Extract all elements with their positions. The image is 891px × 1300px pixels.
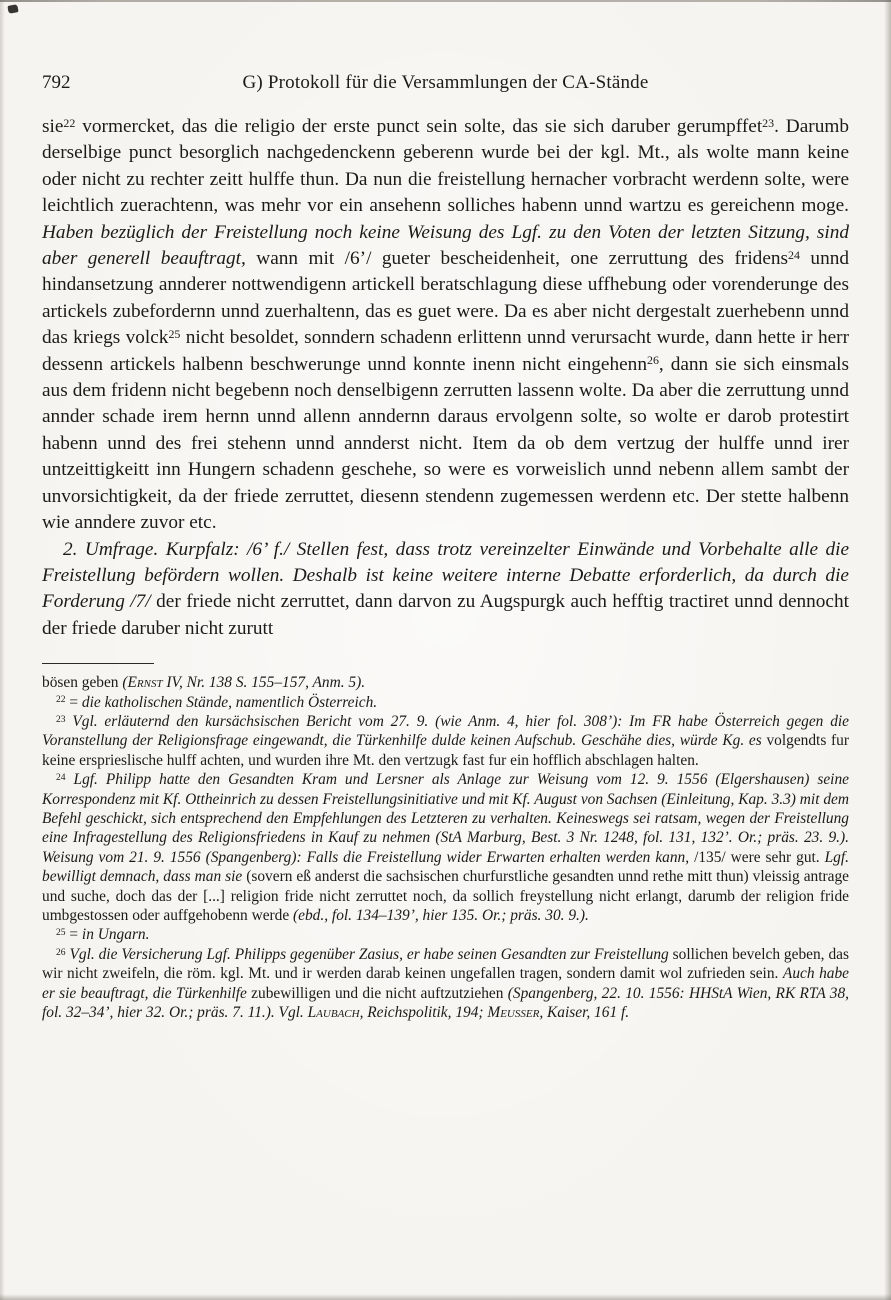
footnote-22: $^{22}$ = die katholischen Stände, namentlich Österreich. (56, 693, 378, 711)
scan-edge-top (0, 0, 891, 2)
main-paragraph-2: 2. Umfrage. Kurpfalz: /6’ f./ Stellen fest, dass trotz vereinzelter Einwände und Vorbehalte alle die Freistellung befördern wollen. Deshalb ist keine weitere interne Debatte erforderlich, da durch die Forderung /7/ der friede nicht zerruttet, dann darvon zu Augspurgk auch hefftig tractiret unnd dennocht der friede daruber nicht zurutt (42, 538, 849, 639)
footnote-23: $^{23}$ Vgl. erläuternd den kursächsischen Bericht vom 27. 9. (wie Anm. 4, hier fol. 308’): Im FR habe Österreich gegen die Voranstellung der Religionsfrage eingewandt, die Türkenhilfe dulde keinen Aufschub. Geschähe dies, würde Kg. es volgendts fur keine ersprieslische hulff achten, und wurden ihre Mt. den vertzugk fast fur ein hofflich abschlagen halten. (42, 712, 849, 769)
page-header (42, 72, 849, 98)
footnote-26: $^{26}$ Vgl. die Versicherung Lgf. Philipps gegenüber Zasius, er habe seinen Gesandten zur Freistellung sollichen bevelch geben, das wir nicht zweifeln, die röm. kgl. Mt. und ir werden darab keinen ungefallen tragen, sondern damit wol zufrieden sein. Auch habe er sie beauftragt, die Türkenhilfe zubewilligen und die nicht auftzutziehen (Spangenberg, 22. 10. 1556: HHStA Wien, RK RTA 38, fol. 32–34’, hier 32. Or.; präs. 7. 11.). Vgl. Laubach, Reichspolitik, 194; Meusser, Kaiser, 161 f. (42, 945, 849, 1022)
footnote-25: $^{25}$ = in Ungarn. (56, 926, 150, 944)
footnotes-section (42, 673, 849, 1022)
scan-edge-bottom (0, 1294, 891, 1300)
footnote-21-continuation: bösen geben (Ernst IV, Nr. 138 S. 155–157, Anm. 5). (42, 674, 366, 692)
scan-edge-left (0, 0, 5, 1300)
footnote-24: $^{24}$ Lgf. Philipp hatte den Gesandten Kram und Lersner als Anlage zur Weisung vom 12. 9. 1556 (Elgershausen) seine Korrespondenz mit Kf. Ottheinrich zu dessen Freistellungsinitiative und mit Kf. August von Sachsen (Einleitung, Kap. 3.3) mit dem Befehl geschickt, sich entsprechend den Empfehlungen des Letzteren zu verhalten. Keineswegs sei ratsam, wegen der Freistellung eine Infragestellung des Religionsfriedens in Kauf zu nehmen (StA Marburg, Best. 3 Nr. 1248, fol. 131, 132’. Or.; präs. 23. 9.). Weisung vom 21. 9. 1556 (Spangenberg): Falls die Freistellung wider Erwarten erhalten werden kann, /135/ were sehr gut. Lgf. bewilligt demnach, dass man sie (sovern eß anderst die sachsischen churfurstliche gesandten unnd rethe mitt thun) vleissig antrage und suche, doch das der [...] religion fride nicht zerruttet noch, da sollich freystellung nicht erlangt, darumb der religion fride umbgestossen oder auffgehobenn werde (ebd., fol. 134–139’, hier 135. Or.; präs. 30. 9.). (42, 771, 849, 924)
page-number: 792 (42, 72, 71, 93)
scan-edge-right (884, 0, 891, 1300)
main-paragraph-1: sie$^{22}$ vormercket, das die religio der erste punct sein solte, das sie sich daruber gerumpffet$^{23}$. Darumb derselbige punct besorglich nachgedenckenn geberenn wurde bei der kgl. Mt., als wolte mann keine oder nicht zu rechter zeitt hulffe thun. Da nun die freistellung hernacher vorbracht werdenn solte, were leichtlich zuerachtenn, was mehr vor ein ansehenn solliches habenn unnd wartzu es gereichenn moge. Haben bezüglich der Freistellung noch keine Weisung des Lgf. zu den Voten der letzten Sitzung, sind aber generell beauftragt, wann mit /6’/ gueter bescheidenheit, one zerruttung des fridens$^{24}$ unnd hindansetzung annderer nottwendigenn artickell beratschlagung diese uffhebung oder vorenderunge des artickels zubefordernn unnd zuerhaltenn, das es guet were. Da es aber nicht dergestalt zuerhebenn unnd das kriegs volck$^{25}$ nicht besoldet, sonndern schadenn erlittenn unnd verursacht wurde, dann hette ir herr dessenn artickels halbenn beschwerunge unnd konnte inenn nicht eingehenn$^{26}$, dann sie sich einsmals aus dem fridenn nicht begebenn noch denselbigenn zerrutten lassenn wolte. Da aber die zerruttung unnd annder schade irem hernn unnd allenn anndernn daraus ervolgenn solte, so wolte er darob protestirt habenn unnd des frei stehenn unnd annderst nicht. Item da ob dem vertzug der hulffe unnd irer untzeittigkeitt inn Hungern schadenn geschehe, so were es vorweislich unnd nebenn allem sambt der unvorsichtigkeit, da der friede zerruttet, diesenn stendenn zugemessen werdenn etc. Der stette halbenn wie anndere zuvor etc. (42, 115, 849, 534)
footnote-rule (42, 663, 154, 664)
running-head: G) Protokoll für die Versammlungen der CA-Stände (242, 72, 649, 93)
main-text (42, 114, 849, 642)
scan-ink-artifact (7, 4, 18, 14)
